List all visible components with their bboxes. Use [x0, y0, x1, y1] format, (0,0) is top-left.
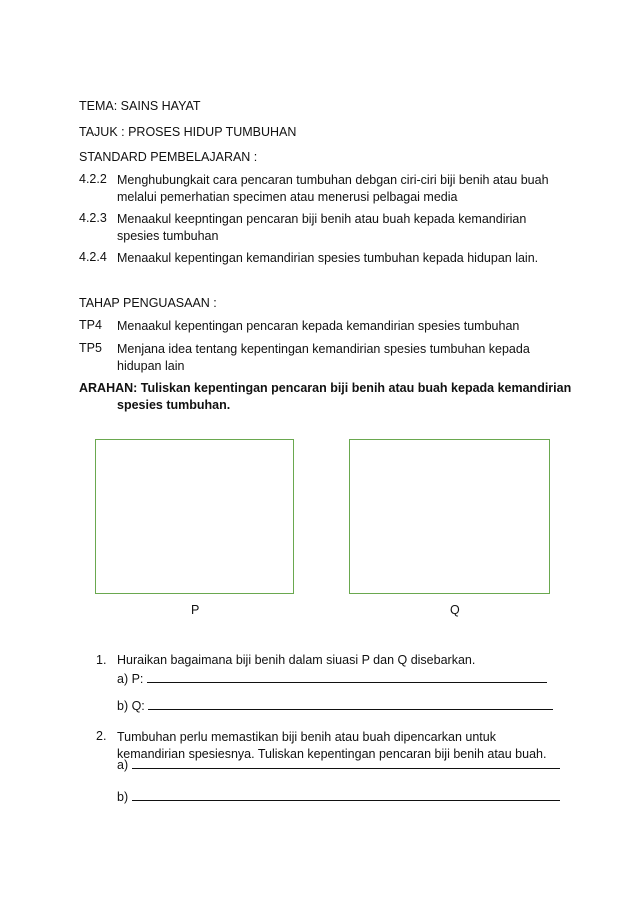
- box-label-q: Q: [450, 603, 460, 617]
- standard-code: 4.2.4: [79, 250, 107, 264]
- tahap-text: Menaakul kepentingan pencaran kepada kemandirian spesies tumbuhan: [117, 319, 520, 333]
- answer-row: [117, 670, 547, 686]
- answer-row: [117, 788, 560, 804]
- drawing-box-q[interactable]: [349, 439, 550, 594]
- answer-label: b): [117, 790, 129, 804]
- answer-label: b) Q:: [117, 699, 145, 713]
- standard-code: 4.2.3: [79, 211, 107, 225]
- question-number: 2.: [96, 729, 107, 743]
- standard-heading: STANDARD PEMBELAJARAN :: [79, 150, 258, 164]
- tahap-text: Menjana idea tentang kepentingan kemandirian spesies tumbuhan kepada hidupan lain: [117, 342, 530, 373]
- drawing-box-p[interactable]: [95, 439, 294, 594]
- question-text: Huraikan bagaimana biji benih dalam siuasi P dan Q disebarkan.: [117, 653, 476, 667]
- answer-row: [117, 697, 553, 713]
- instruction: ARAHAN: Tuliskan kepentingan pencaran biji benih atau buah kepada kemandirian spesies tumbuhan.: [79, 381, 572, 412]
- tahap-code: TP4: [79, 318, 102, 332]
- tahap-heading: TAHAP PENGUASAAN :: [79, 296, 217, 310]
- standard-text: Menghubungkait cara pencaran tumbuhan debgan ciri-ciri biji benih atau buah melalui pemerhatian specimen atau menerusi pelbagai media: [117, 173, 549, 204]
- answer-row: [117, 756, 560, 772]
- answer-label: a) P:: [117, 672, 144, 686]
- answer-line[interactable]: [147, 670, 547, 683]
- theme-line: TEMA: SAINS HAYAT: [79, 99, 201, 113]
- standard-text: Menaakul kepentingan kemandirian spesies tumbuhan kepada hidupan lain.: [117, 251, 539, 265]
- answer-line[interactable]: [148, 697, 553, 710]
- answer-line[interactable]: [132, 756, 560, 769]
- tahap-code: TP5: [79, 341, 102, 355]
- standard-code: 4.2.2: [79, 172, 107, 186]
- answer-label: a): [117, 758, 129, 772]
- standard-text: Menaakul keepntingan pencaran biji benih atau buah kepada kemandirian spesies tumbuhan: [117, 212, 527, 243]
- box-label-p: P: [191, 603, 200, 617]
- title-line: TAJUK : PROSES HIDUP TUMBUHAN: [79, 125, 297, 139]
- question-text: Tumbuhan perlu memastikan biji benih atau buah dipencarkan untuk kemandirian spesiesnya. Tuliskan kepentingan pencaran biji benih atau buah.: [117, 730, 547, 761]
- answer-line[interactable]: [132, 788, 560, 801]
- question-number: 1.: [96, 653, 107, 667]
